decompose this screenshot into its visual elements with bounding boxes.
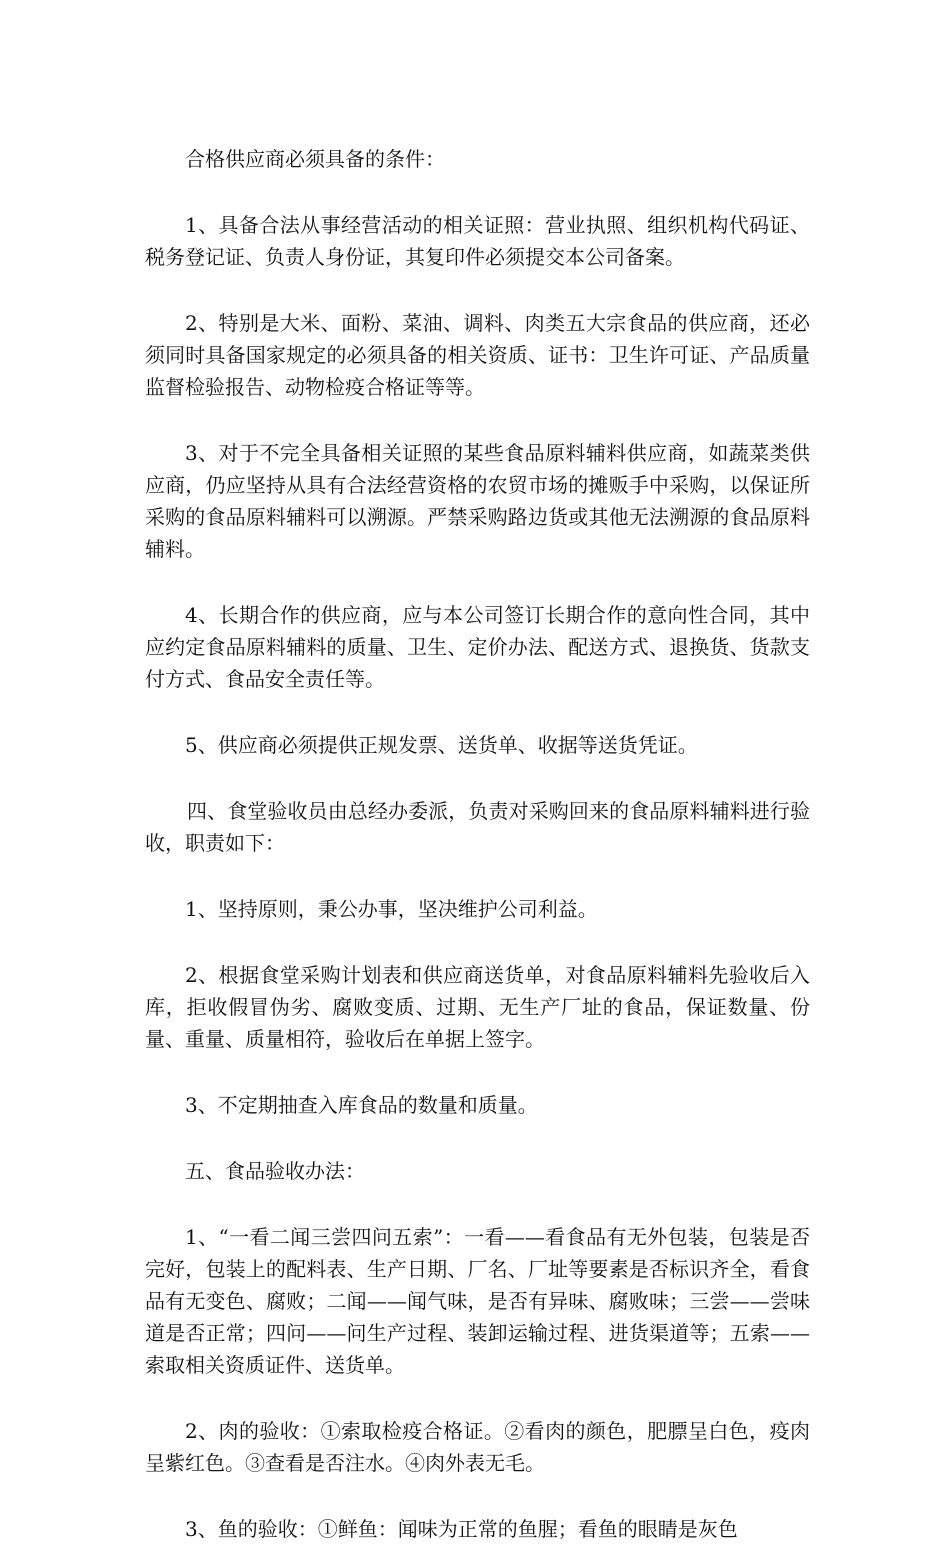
paragraph-duty-3: 3、不定期抽查入库食品的数量和质量。 — [185, 1093, 538, 1117]
paragraph-method-3-fish: 3、鱼的验收：①鲜鱼：闻味为正常的鱼腥；看鱼的眼睛是灰色 — [185, 1517, 738, 1541]
paragraph-qualified-supplier-conditions: 合格供应商必须具备的条件： — [185, 147, 445, 171]
paragraph-method-2-meat: 2、肉的验收：①索取检疫合格证。②看肉的颜色，肥膘呈白色，疫肉呈紫红色。③查看是否注水。④肉外表无毛。 — [145, 1419, 810, 1475]
paragraph-duty-2: 2、根据食堂采购计划表和供应商送货单，对食品原料辅料先验收后入库，拒收假冒伪劣、腐败变质、过期、无生产厂址的食品，保证数量、份量、重量、质量相符，验收后在单据上签字。 — [145, 963, 810, 1051]
paragraph-item-5-invoices: 5、供应商必须提供正规发票、送货单、收据等送货凭证。 — [185, 733, 698, 757]
paragraph-item-1-licenses: 1、具备合法从事经营活动的相关证照：营业执照、组织机构代码证、税务登记证、负责人身份证，其复印件必须提交本公司备案。 — [145, 213, 810, 269]
paragraph-item-3-traceability: 3、对于不完全具备相关证照的某些食品原料辅料供应商，如蔬菜类供应商，仍应坚持从具有合法经营资格的农贸市场的摊贩手中采购，以保证所采购的食品原料辅料可以溯源。严禁采购路边货或其他无法溯源的食品原料辅料。 — [145, 441, 810, 561]
section-heading-five: 五、食品验收办法： — [185, 1159, 365, 1183]
paragraph-method-1: 1、“一看二闻三尝四问五索”：一看——看食品有无外包装，包装是否完好，包装上的配料表、生产日期、厂名、厂址等要素是否标识齐全，看食品有无变色、腐败；二闻——闻气味，是否有异味、腐败味；三尝——尝味道是否正常；四问——问生产过程、装卸运输过程、进货渠道等；五索——索取相关资质证件、送货单。 — [145, 1225, 810, 1377]
paragraph-item-4-long-term-contract: 4、长期合作的供应商，应与本公司签订长期合作的意向性合同，其中应约定食品原料辅料的质量、卫生、定价办法、配送方式、退换货、货款支付方式、食品安全责任等。 — [145, 603, 810, 691]
paragraph-duty-1: 1、坚持原则，秉公办事，坚决维护公司利益。 — [185, 897, 598, 921]
section-heading-four: 四、食堂验收员由总经办委派，负责对采购回来的食品原料辅料进行验收，职责如下： — [145, 799, 810, 855]
paragraph-item-2-staple-foods: 2、特别是大米、面粉、菜油、调料、肉类五大宗食品的供应商，还必须同时具备国家规定的必须具备的相关资质、证书：卫生许可证、产品质量监督检验报告、动物检疫合格证等等。 — [145, 311, 810, 399]
